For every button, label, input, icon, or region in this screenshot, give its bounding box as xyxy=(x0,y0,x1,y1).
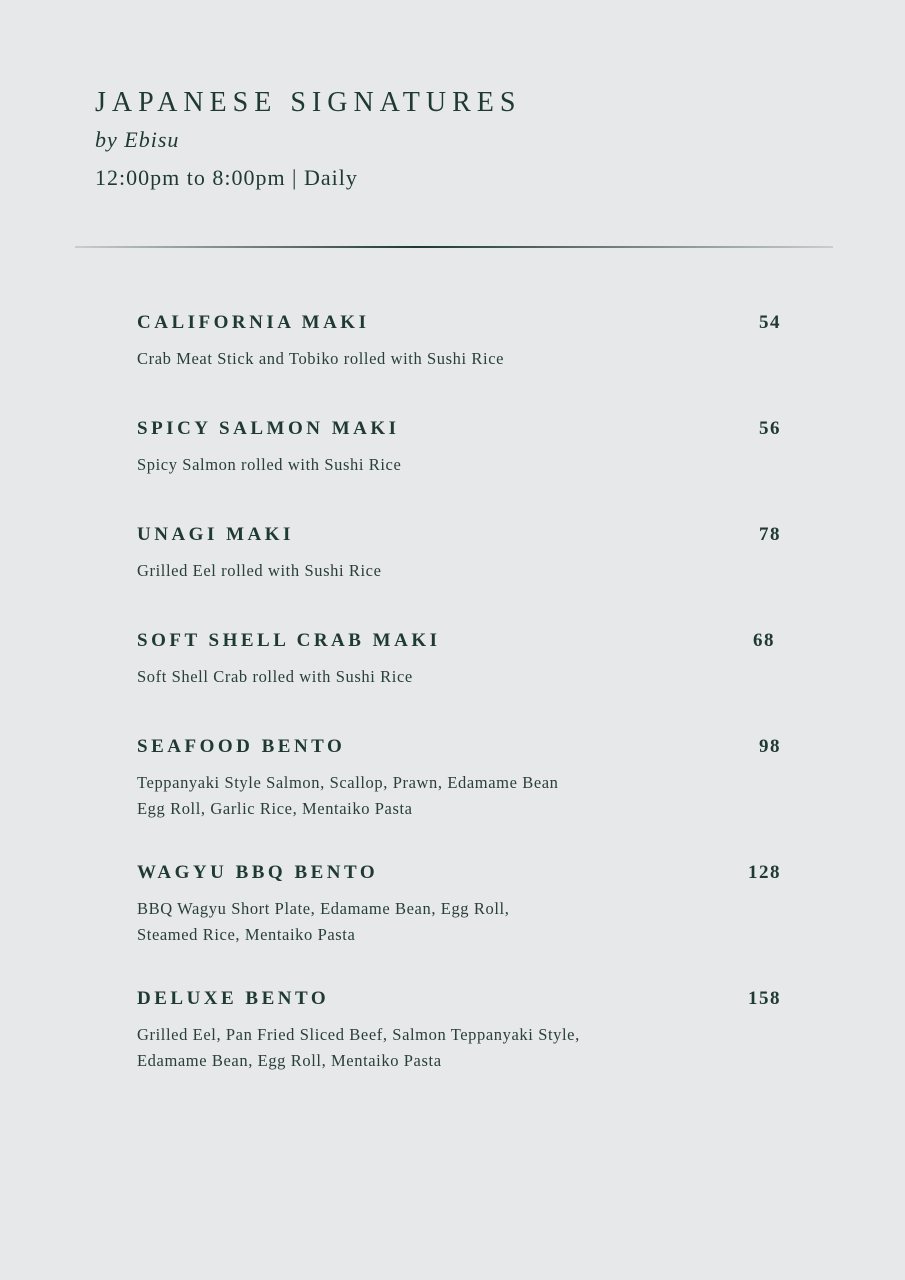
menu-item-description xyxy=(137,664,787,690)
page-subtitle: by Ebisu xyxy=(95,127,180,152)
menu-item xyxy=(137,416,787,478)
description-line: Spicy Salmon rolled with Sushi Rice xyxy=(137,455,402,474)
menu-item-price: 68 xyxy=(753,630,775,651)
menu-header xyxy=(95,86,521,192)
description-line: Steamed Rice, Mentaiko Pasta xyxy=(137,925,356,944)
menu-item-price: 56 xyxy=(759,418,781,439)
menu-item xyxy=(137,310,787,372)
menu-item-price: 54 xyxy=(759,312,781,333)
menu-item xyxy=(137,986,787,1074)
page-title: JAPANESE SIGNATURES xyxy=(95,87,522,118)
menu-item-name: CALIFORNIA MAKI xyxy=(137,312,370,333)
menu-item xyxy=(137,734,787,822)
menu-item-name: SPICY SALMON MAKI xyxy=(137,418,400,439)
menu-item-description xyxy=(137,558,787,584)
menu-item-price: 128 xyxy=(748,862,781,883)
opening-hours: 12:00pm to 8:00pm | Daily xyxy=(95,165,358,190)
menu-item-name: WAGYU BBQ BENTO xyxy=(137,862,379,883)
description-line: Soft Shell Crab rolled with Sushi Rice xyxy=(137,667,413,686)
header-divider xyxy=(75,246,833,248)
menu-item xyxy=(137,860,787,948)
menu-item-description xyxy=(137,770,787,822)
menu-item-price: 98 xyxy=(759,736,781,757)
menu-item-price: 158 xyxy=(748,988,781,1009)
menu-list xyxy=(137,310,787,1118)
description-line: Crab Meat Stick and Tobiko rolled with Sushi Rice xyxy=(137,349,505,368)
description-line: Edamame Bean, Egg Roll, Mentaiko Pasta xyxy=(137,1051,442,1070)
description-line: BBQ Wagyu Short Plate, Edamame Bean, Egg Roll, xyxy=(137,899,510,918)
menu-item-price: 78 xyxy=(759,524,781,545)
menu-item xyxy=(137,522,787,584)
menu-item-name: SOFT SHELL CRAB MAKI xyxy=(137,630,441,651)
menu-item-description xyxy=(137,346,787,372)
menu-item-name: DELUXE BENTO xyxy=(137,988,330,1009)
menu-item-description xyxy=(137,1022,787,1074)
menu-item-description xyxy=(137,896,787,948)
description-line: Grilled Eel rolled with Sushi Rice xyxy=(137,561,382,580)
menu-item-name: UNAGI MAKI xyxy=(137,524,294,545)
description-line: Egg Roll, Garlic Rice, Mentaiko Pasta xyxy=(137,799,413,818)
menu-item xyxy=(137,628,787,690)
description-line: Grilled Eel, Pan Fried Sliced Beef, Salmon Teppanyaki Style, xyxy=(137,1025,580,1044)
description-line: Teppanyaki Style Salmon, Scallop, Prawn, Edamame Bean xyxy=(137,773,559,792)
menu-item-name: SEAFOOD BENTO xyxy=(137,736,346,757)
menu-item-description xyxy=(137,452,787,478)
